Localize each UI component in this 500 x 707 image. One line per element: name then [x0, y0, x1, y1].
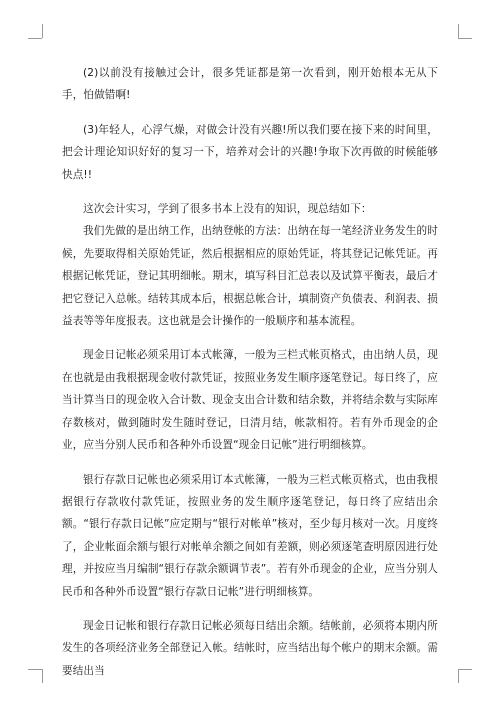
crop-mark-bottom-right-horizontal	[458, 669, 472, 670]
paragraph-summary-intro: 这次会计实习，学到了很多书本上没有的知识，现总结如下：	[83, 203, 372, 216]
crop-mark-bottom-left-horizontal	[28, 669, 42, 670]
crop-mark-top-right-horizontal	[458, 38, 472, 39]
paragraph-cash-journal: 现金日记帐必须采用订本式帐簿，一般为三栏式帐页格式，由出纳人员，现在也就是由我根据现金收付款凭证，按照业务发生顺序逐笔登记。每日终了，应当计算当日的现金收入合计数、现金支出合计数和结余数，并将结余数与实际库存数核对，做到随时发生随时登记，日清月结，帐款相符。若有外币现金的企业，应当分别人民币和各种外币设置“现金日记帐”进行明细核算。	[62, 349, 438, 452]
paragraph-point-3: (3)年轻人，心浮气燥，对做会计没有兴趣!所以我们要在接下来的时间里，把会计理论知识好好的复习一下，培养对会计的兴趣!争取下次再做的时候能够快点!!	[62, 123, 438, 181]
document-body	[62, 62, 438, 682]
crop-mark-top-left-horizontal	[28, 38, 42, 39]
crop-mark-bottom-right-vertical	[458, 669, 459, 683]
crop-mark-bottom-left-vertical	[42, 669, 43, 683]
paragraph-bank-journal: 银行存款日记帐也必须采用订本式帐簿，一般为三栏式帐页格式，也由我根据银行存款收付款凭证，按照业务的发生顺序逐笔登记，每日终了应结出余额。“银行存款日记帐”应定期与“银行对帐单”核对，至少每月核对一次。月度终了，企业帐面余额与银行对帐单余额之间如有差额，则必须逐笔查明原因进行处理，并按应当月编制“银行存款余额调节表”。若有外币现金的企业，应当分别人民币和各种外币设置“银行存款日记帐”进行明细核算。	[62, 473, 438, 598]
crop-mark-top-right-vertical	[458, 24, 459, 38]
paragraph-point-2: (2)以前没有接触过会计，很多凭证都是第一次看到，刚开始根本无从下手，怕做错啊!	[62, 67, 438, 102]
crop-mark-top-left-vertical	[42, 24, 43, 38]
paragraph-closing-balance: 现金日记帐和银行存款日记帐必须每日结出余额。结帐前，必须将本期内所发生的各项经济业务全部登记入帐。结帐时，应当结出每个帐户的期末余额。需要结出当	[62, 619, 438, 677]
paragraph-cashier-work: 我们先做的是出纳工作，出纳登帐的方法：出纳在每一笔经济业务发生的时候，先要取得相关原始凭证，然后根据相应的原始凭证，将其登记记帐凭证。再根据记帐凭证，登记其明细帐。期末，填写科目汇总表以及试算平衡表，最后才把它登记入总帐。结转其成本后，根据总帐合计，填制资产负债表、利润表、损益表等等年度报表。这也就是会计操作的一般顺序和基本流程。	[62, 225, 438, 328]
